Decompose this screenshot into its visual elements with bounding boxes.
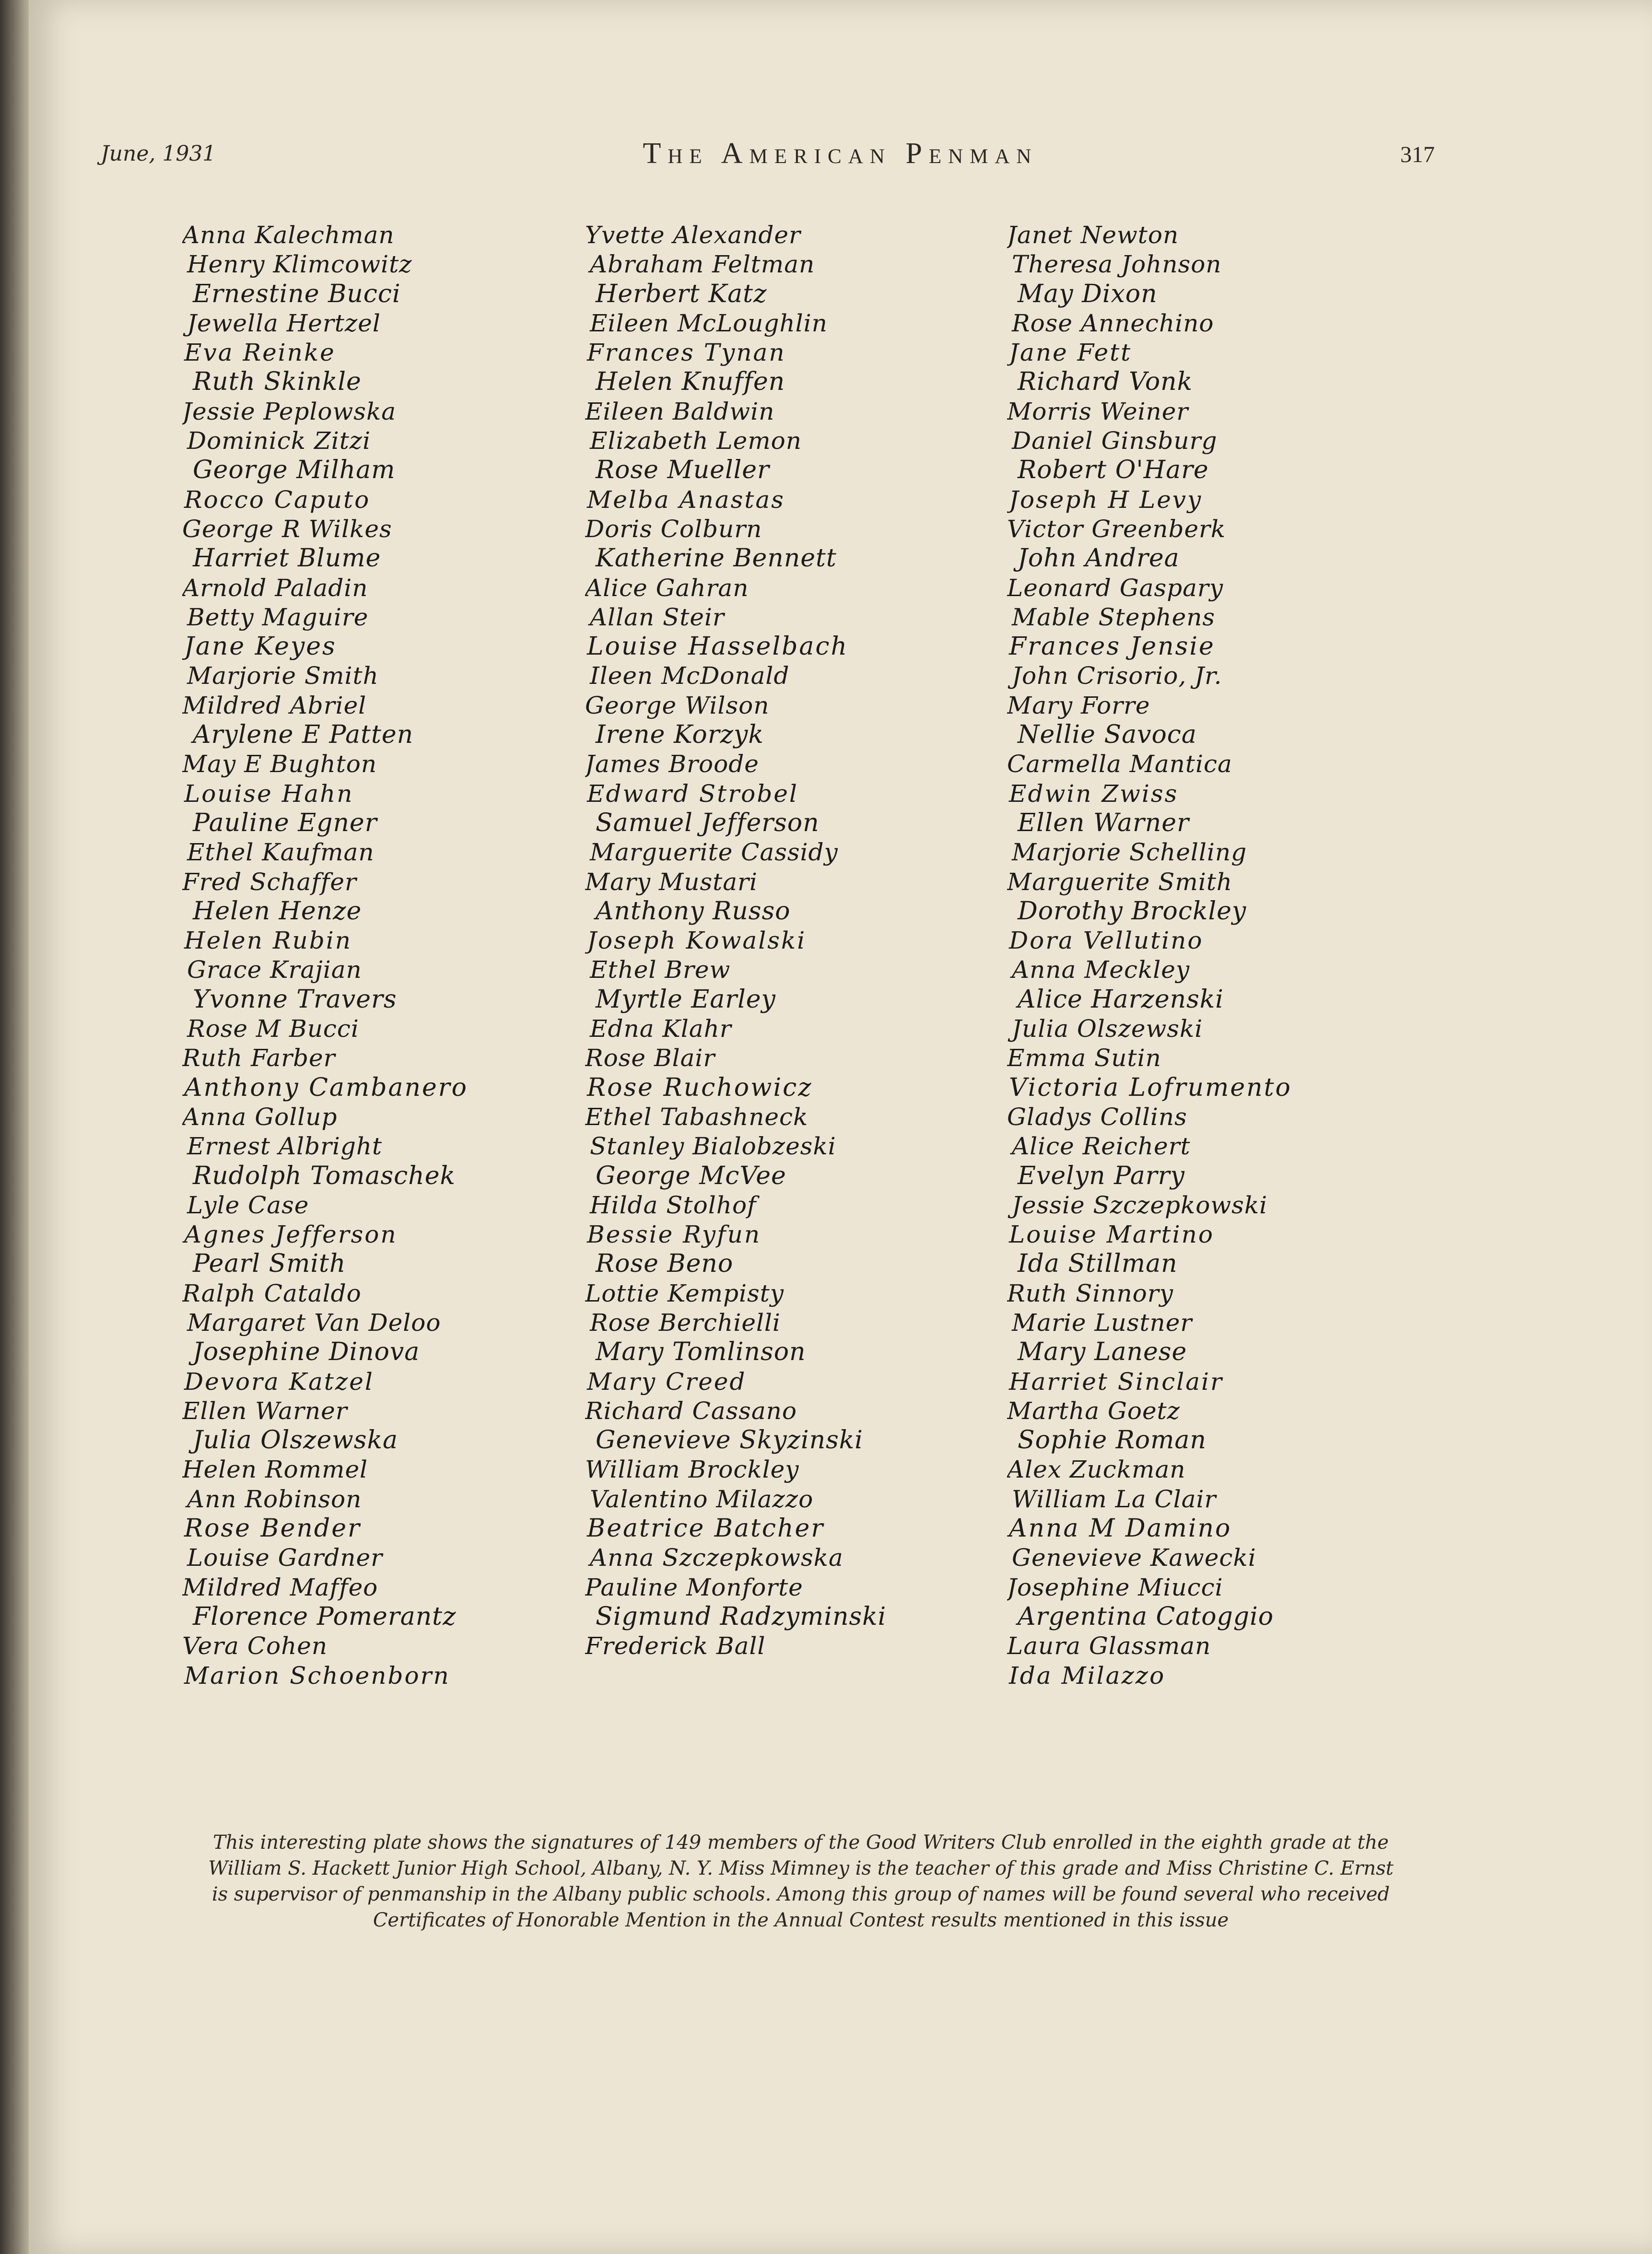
signature: Martha Goetz bbox=[1007, 1397, 1180, 1425]
signature: John Crisorio, Jr. bbox=[1012, 662, 1222, 690]
signature: Ethel Brew bbox=[590, 956, 731, 984]
signature: Eva Reinke bbox=[184, 339, 336, 367]
signature: Julia Olszewska bbox=[193, 1426, 398, 1455]
signature: Mary Mustari bbox=[585, 868, 758, 896]
signature: Allan Steir bbox=[590, 603, 725, 631]
signature-column-1 bbox=[182, 221, 614, 1690]
signature: Yvonne Travers bbox=[193, 985, 397, 1014]
signature: Edwin Zwiss bbox=[1009, 779, 1179, 808]
signature: Evelyn Parry bbox=[1018, 1161, 1185, 1190]
signature: Frederick Ball bbox=[585, 1632, 766, 1660]
signature: Janet Newton bbox=[1007, 221, 1179, 249]
signature: Pauline Monforte bbox=[585, 1573, 803, 1601]
signature: May E Bughton bbox=[182, 750, 377, 778]
signature: Frances Tynan bbox=[587, 339, 786, 367]
signature: Arylene E Patten bbox=[193, 720, 414, 750]
signature: Mildred Maffeo bbox=[182, 1573, 378, 1601]
signature: Daniel Ginsburg bbox=[1012, 427, 1218, 455]
signature: Genevieve Kawecki bbox=[1012, 1544, 1256, 1572]
signature: Mable Stephens bbox=[1012, 603, 1216, 631]
signature: Samuel Jefferson bbox=[596, 808, 820, 837]
signature: Jane Fett bbox=[1009, 339, 1132, 367]
signature: Henry Klimcowitz bbox=[187, 250, 412, 279]
signature: Ernest Albright bbox=[187, 1132, 383, 1161]
signature: Rose Ruchowicz bbox=[587, 1073, 813, 1102]
signature: Rocco Caputo bbox=[184, 485, 371, 514]
signature: Melba Anastas bbox=[587, 485, 785, 514]
signature: Ida Stillman bbox=[1018, 1249, 1178, 1279]
signature: Ruth Skinkle bbox=[193, 367, 362, 397]
signature: Mary Forre bbox=[1007, 691, 1150, 719]
signature: James Broode bbox=[585, 750, 759, 778]
signature: Rudolph Tomaschek bbox=[193, 1161, 456, 1190]
signature: Irene Korzyk bbox=[596, 720, 764, 750]
signature: Joseph H Levy bbox=[1009, 485, 1203, 514]
signature: Leonard Gaspary bbox=[1007, 574, 1224, 602]
signature: Mildred Abriel bbox=[182, 691, 367, 719]
magazine-page bbox=[29, 0, 1652, 2254]
signature: Anna Kalechman bbox=[182, 221, 395, 249]
signature: Vera Cohen bbox=[182, 1632, 328, 1660]
signature: Sigmund Radzyminski bbox=[596, 1602, 887, 1631]
signature: Pauline Egner bbox=[193, 808, 377, 837]
signature: George R Wilkes bbox=[182, 515, 392, 543]
signature: Katherine Bennett bbox=[596, 544, 837, 573]
signature: Gladys Collins bbox=[1007, 1103, 1187, 1131]
signature: Elizabeth Lemon bbox=[590, 427, 802, 455]
signature: Herbert Katz bbox=[596, 279, 767, 308]
signature: Helen Knuffen bbox=[596, 367, 785, 397]
signature: Hilda Stolhof bbox=[590, 1191, 757, 1219]
signature-column-3 bbox=[1007, 221, 1439, 1690]
page-number: 317 bbox=[1400, 142, 1435, 167]
signature: Anna Gollup bbox=[182, 1103, 338, 1131]
signature: Ruth Sinnory bbox=[1007, 1279, 1173, 1307]
signature: Ida Milazzo bbox=[1009, 1661, 1166, 1690]
signature: Mary Creed bbox=[587, 1367, 747, 1396]
signature: Louise Gardner bbox=[187, 1544, 383, 1572]
signature: Harriet Blume bbox=[193, 544, 381, 573]
signature: Rose M Bucci bbox=[187, 1015, 359, 1043]
signature: Harriet Sinclair bbox=[1009, 1367, 1223, 1396]
signature: Dorothy Brockley bbox=[1018, 896, 1247, 926]
signature: Marguerite Cassidy bbox=[590, 838, 838, 867]
signature: Dora Vellutino bbox=[1009, 927, 1204, 955]
signature: Bessie Ryfun bbox=[587, 1221, 762, 1249]
signature: Marjorie Smith bbox=[187, 662, 379, 690]
signature: Pearl Smith bbox=[193, 1249, 346, 1279]
signature: Dominick Zitzi bbox=[187, 427, 371, 455]
signature: Ethel Tabashneck bbox=[585, 1103, 808, 1131]
book-spine bbox=[0, 0, 29, 2254]
signature: Laura Glassman bbox=[1007, 1632, 1211, 1660]
signature: Ellen Warner bbox=[1018, 808, 1189, 837]
signature: Louise Hasselbach bbox=[587, 632, 848, 661]
signature: Anthony Russo bbox=[596, 896, 791, 926]
signature: Eileen Baldwin bbox=[585, 397, 775, 425]
signature: Alice Gahran bbox=[585, 574, 749, 602]
signature: Eileen McLoughlin bbox=[590, 309, 828, 337]
signature: Richard Cassano bbox=[585, 1397, 797, 1425]
signature: May Dixon bbox=[1018, 279, 1158, 308]
signature: Carmella Mantica bbox=[1007, 750, 1232, 778]
signature: Victoria Lofrumento bbox=[1009, 1073, 1292, 1102]
signature: Marguerite Smith bbox=[1007, 868, 1233, 896]
signature: Myrtle Earley bbox=[596, 985, 776, 1014]
signature: Lottie Kempisty bbox=[585, 1279, 784, 1307]
signature: Grace Krajian bbox=[187, 956, 362, 984]
signature: Helen Rommel bbox=[182, 1456, 368, 1484]
signature: George McVee bbox=[596, 1161, 786, 1190]
signature: Louise Hahn bbox=[184, 779, 354, 808]
signature: Agnes Jefferson bbox=[184, 1221, 398, 1249]
running-header bbox=[29, 137, 1652, 175]
signature: Ethel Kaufman bbox=[187, 838, 375, 867]
signature: Jewella Hertzel bbox=[187, 309, 381, 337]
signature: Rose Mueller bbox=[596, 456, 770, 485]
signature: Doris Colburn bbox=[585, 515, 762, 543]
signature: Abraham Feltman bbox=[590, 250, 815, 279]
signature: Mary Lanese bbox=[1018, 1338, 1187, 1367]
signature: Theresa Johnson bbox=[1012, 250, 1222, 279]
signature: Beatrice Batcher bbox=[587, 1514, 825, 1543]
signature: William Brockley bbox=[585, 1456, 799, 1484]
signature: Edward Strobel bbox=[587, 779, 798, 808]
signature: Julia Olszewski bbox=[1012, 1015, 1203, 1043]
signature-column-2 bbox=[585, 221, 1017, 1661]
signature: Victor Greenberk bbox=[1007, 515, 1226, 543]
signature: Ralph Cataldo bbox=[182, 1279, 362, 1307]
signature: Mary Tomlinson bbox=[596, 1338, 806, 1367]
signature: Anna Meckley bbox=[1012, 956, 1190, 984]
signature: Florence Pomerantz bbox=[193, 1602, 457, 1631]
signature: Morris Weiner bbox=[1007, 397, 1189, 425]
signature: Stanley Bialobzeski bbox=[590, 1132, 836, 1161]
signature: Rose Beno bbox=[596, 1249, 734, 1279]
signature: Lyle Case bbox=[187, 1191, 309, 1219]
signature: Anthony Cambanero bbox=[184, 1073, 468, 1102]
signature: Ruth Farber bbox=[182, 1044, 336, 1072]
plate-caption: This interesting plate shows the signatures of 149 members of the Good Writers Club enrolled in the eighth grade at the William S. Hackett Junior High School, Albany, N. Y. Miss Mimney is the teacher of this grade and Miss Christine C. Ernst is supervisor of penmanship in the Albany public schools. Among this group of names will be found several who received Certificates of Honorable Mention in the Annual Contest results mentioned in this issue bbox=[208, 1831, 1394, 1931]
signature: Ann Robinson bbox=[187, 1485, 362, 1513]
signature: Rose Berchielli bbox=[590, 1308, 781, 1337]
signature: Betty Maguire bbox=[187, 603, 369, 631]
signature: Ileen McDonald bbox=[590, 662, 790, 690]
signature: John Andrea bbox=[1018, 544, 1180, 573]
signature: Edna Klahr bbox=[590, 1015, 732, 1043]
signature: Jane Keyes bbox=[184, 632, 337, 661]
signature: Yvette Alexander bbox=[585, 221, 801, 249]
signature: Argentina Catoggio bbox=[1018, 1602, 1274, 1631]
signature: Rose Bender bbox=[184, 1514, 361, 1543]
signature: Anna M Damino bbox=[1009, 1514, 1232, 1543]
signature: Rose Annechino bbox=[1012, 309, 1214, 337]
signature: George Wilson bbox=[585, 691, 770, 719]
signature: Louise Martino bbox=[1009, 1221, 1214, 1249]
magazine-title: The American Penman bbox=[643, 137, 1038, 170]
signature: Margaret Van Deloo bbox=[187, 1308, 441, 1337]
signature: Nellie Savoca bbox=[1018, 720, 1197, 750]
signature: Josephine Dinova bbox=[193, 1338, 420, 1367]
signature: Helen Rubin bbox=[184, 927, 352, 955]
signature: Fred Schaffer bbox=[182, 868, 357, 896]
signature: Marion Schoenborn bbox=[184, 1661, 450, 1690]
signature: Alex Zuckman bbox=[1007, 1456, 1186, 1484]
signature: William La Clair bbox=[1012, 1485, 1217, 1513]
signature: Frances Jensie bbox=[1009, 632, 1215, 661]
signature: Ellen Warner bbox=[182, 1397, 348, 1425]
signature: Arnold Paladin bbox=[182, 574, 368, 602]
signature: Jessie Szczepkowski bbox=[1012, 1191, 1268, 1219]
signature: Alice Harzenski bbox=[1018, 985, 1224, 1014]
signature: Marjorie Schelling bbox=[1012, 838, 1247, 867]
signature: Josephine Miucci bbox=[1007, 1573, 1223, 1601]
signature: Robert O'Hare bbox=[1018, 456, 1209, 485]
signature: Joseph Kowalski bbox=[587, 927, 807, 955]
signature: Anna Szczepkowska bbox=[590, 1544, 844, 1572]
signature: Ernestine Bucci bbox=[193, 279, 401, 308]
signature: Emma Sutin bbox=[1007, 1044, 1161, 1072]
signature: Alice Reichert bbox=[1012, 1132, 1191, 1161]
signature: Richard Vonk bbox=[1018, 367, 1193, 397]
signature: Valentino Milazzo bbox=[590, 1485, 814, 1513]
signature: Marie Lustner bbox=[1012, 1308, 1193, 1337]
signature: Genevieve Skyzinski bbox=[596, 1426, 863, 1455]
signature: Helen Henze bbox=[193, 896, 362, 926]
signature: Jessie Peplowska bbox=[182, 397, 397, 425]
issue-date: June, 1931 bbox=[101, 141, 216, 166]
signature: Sophie Roman bbox=[1018, 1426, 1207, 1455]
signature: Devora Katzel bbox=[184, 1367, 374, 1396]
signature: Rose Blair bbox=[585, 1044, 715, 1072]
signature: George Milham bbox=[193, 456, 396, 485]
